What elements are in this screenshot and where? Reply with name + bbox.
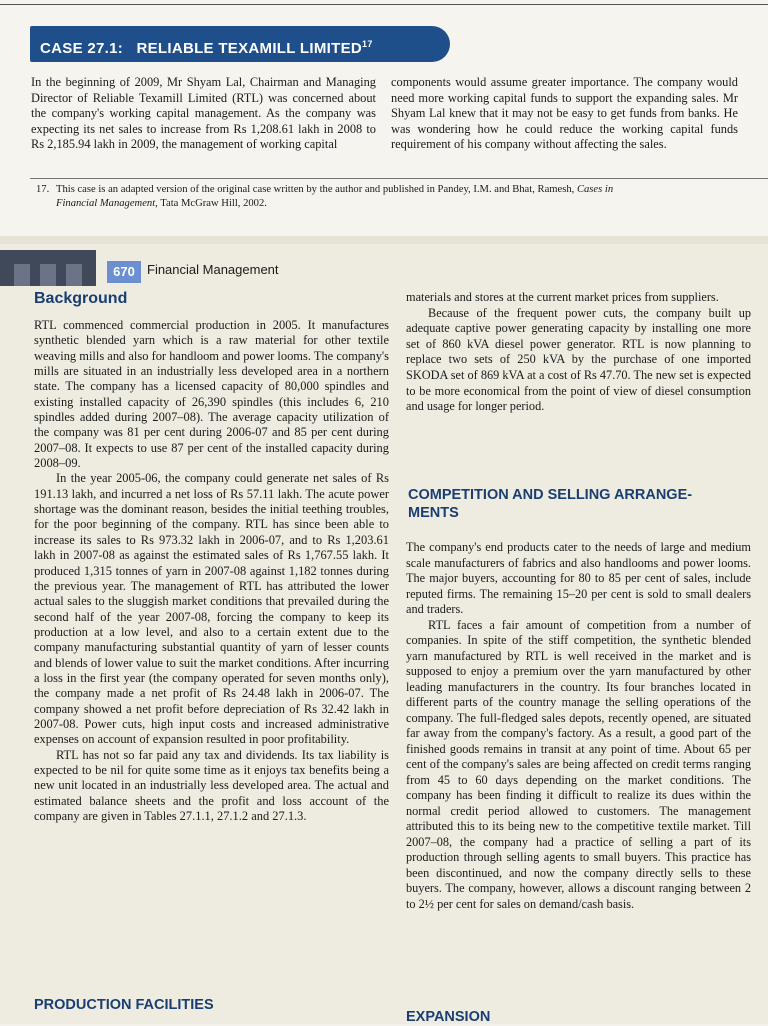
intro-left-text: In the beginning of 2009, Mr Shyam Lal, Chairman and Managing Director of Reliable Texamill Limited (RTL) was concerned about the company's working capital management. As the company was expecting its net sales to increase from Rs 1,208.61 lakh in 2008 to Rs 2,185.94 lakh in 2009, the management of working capital (31, 75, 376, 152)
footnote-text-1: This case is an adapted version of the original case written by the author and published in Pandey, I.M. and Bhat, Ramesh, (56, 184, 577, 195)
footnote-italic-2: Financial Management (56, 198, 156, 209)
heading-production: PRODUCTION FACILITIES (34, 997, 214, 1013)
page-number: 670 (107, 261, 141, 283)
page-gap (0, 236, 768, 244)
left-para-2: In the year 2005-06, the company could generate net sales of Rs 191.13 lakh, and incurred a net loss of Rs 57.11 lakh. The acute power shortage was the dominant reason, besides the initial teething troubles, for the poor beginning of the company. RTL has since been able to increase its sales to Rs 973.32 lakh in 2006-07, and to Rs 1,203.61 lakh in 2007-08 as against the estimated sales of Rs 1,767.55 lakh. It produced 1,315 tonnes of yarn in 2007-08 against 1,182 tonnes during the previous year. The management of RTL has attributed the lower actual sales to the sluggish market conditions that prevailed during the second half of the year 2007-08, forcing the company to keep its production at a low level, and also to a certain extent due to the company manufacturing substantial quantity of yarn of lesser counts and blends of lower value to suit the market conditions. After incurring a loss in the first year (the company operated for seven months only), the company made a net profit of Rs 24.48 lakh in 2006-07. The company showed a net profit before depreciation of Rs 32.42 lakh in 2007-08. Power cuts, high input costs and increased administrative expenses on account of expansion resulted in poor profitability. (34, 471, 389, 747)
footnote-italic-1: Cases in (576, 184, 614, 195)
intro-left-column (31, 75, 376, 153)
tab-block-3 (66, 264, 82, 286)
right-para-1: materials and stores at the current market prices from suppliers. (406, 290, 719, 304)
left-column (34, 318, 389, 824)
intro-right-text: components would assume greater importance. The company would need more working capital funds to support the expanding sales. Mr Shyam Lal knew that it may not be easy to get funds from banks. He was wondering how he could reduce the working capital funds requirement of his company without affecting the sales. (391, 75, 738, 152)
case-title: RELIABLE TEXAMILL LIMITED (136, 40, 363, 57)
tab-block-2 (40, 264, 56, 286)
intro-right-column (391, 75, 738, 153)
tab-block-1 (14, 264, 30, 286)
footnote-number: 17. (36, 184, 50, 195)
case-footnote-ref: 17 (362, 39, 373, 49)
footnote-text-2: , Tata McGraw Hill, 2002. (155, 198, 267, 209)
heading-competition: COMPETITION AND SELLING ARRANGE-MENTS (408, 487, 693, 521)
case-banner (30, 26, 450, 62)
running-title: Financial Management (147, 262, 279, 277)
left-para-1: RTL commenced commercial production in 2005. It manufactures synthetic blended yarn which is a raw material for other textile weaving mills and also for handloom and power looms. The company's mills are situated in an industrially less developed area in a northern state. The company has a licensed capacity of 80,000 spindles and existing installed capacity of 26,390 spindles (this includes 6, 210 spindles added during 2007–08). The average capacity utilization of the company was 81 per cent during 2006-07 and 85 per cent during 2007–08. It expects to use 87 per cent of the installed capacity during 2008–09. (34, 318, 389, 471)
right-para-4: RTL faces a fair amount of competition from a number of companies. In spite of the stiff competition, the synthetic blended yarn manufactured by RTL is well received in the market and is supposed to enjoy a premium over the yarn manufactured by other leading manufacturers in the country. Its four branches located in different parts of the country manage the selling operations of the company. The full-fledged sales depots, recently opened, are situated far away from the company's factory. As a result, a good part of the finished goods remains in transit at any point of time. About 65 per cent of the company's sales are being affected on credit terms ranging from 45 to 60 days depending on the market conditions. The company has been finding it difficult to realize its dues within the normal credit period allowed to customers. The management attributed this to its being new to the competitive textile market. Till 2007–08, the company had a practice of selling a part of its production through selling agents to small buyers. This practice has been discontinued, and now the company directly sells to these buyers. The company, however, allows a discount ranging between 2 to 2½ per cent for sales on demand/cash basis. (406, 617, 751, 911)
heading-expansion: EXPANSION (406, 1009, 491, 1025)
footnote-rule (30, 178, 768, 179)
lower-page (0, 244, 768, 1024)
right-column-top (406, 290, 751, 415)
right-para-2: Because of the frequent power cuts, the company built up adequate captive power generating capacity by installing one more set of 860 kVA diesel power generator. RTL is now planning to replace two sets of 250 kVA by the purchase of one imported SKODA set of 869 kVA at a cost of Rs 47.70. The new set is expected to be more economical from the point of view of diesel consumption and usage for longer period. (406, 305, 751, 414)
footnote (36, 183, 736, 211)
case-label: CASE 27.1: (40, 40, 124, 57)
page-tab-graphic (0, 250, 96, 286)
right-column-bottom (406, 540, 751, 912)
heading-background: Background (34, 290, 128, 307)
right-para-3: The company's end products cater to the needs of large and medium scale manufacturers of fabrics and also handlooms and power looms. The major buyers, accounting for 80 to 85 per cent of sales, include reputed firms. The remaining 15–20 per cent is sold to small dealers and traders. (406, 540, 751, 616)
left-para-3: RTL has not so far paid any tax and dividends. Its tax liability is expected to be nil for quite some time as it enjoys tax benefits being a new unit located in an industrially less developed area. The actual and estimated balance sheets and the profit and loss account of the company are given in Tables 27.1.1, 27.1.2 and 27.1.3. (34, 747, 389, 823)
upper-page (0, 0, 768, 236)
top-rule (0, 4, 768, 5)
